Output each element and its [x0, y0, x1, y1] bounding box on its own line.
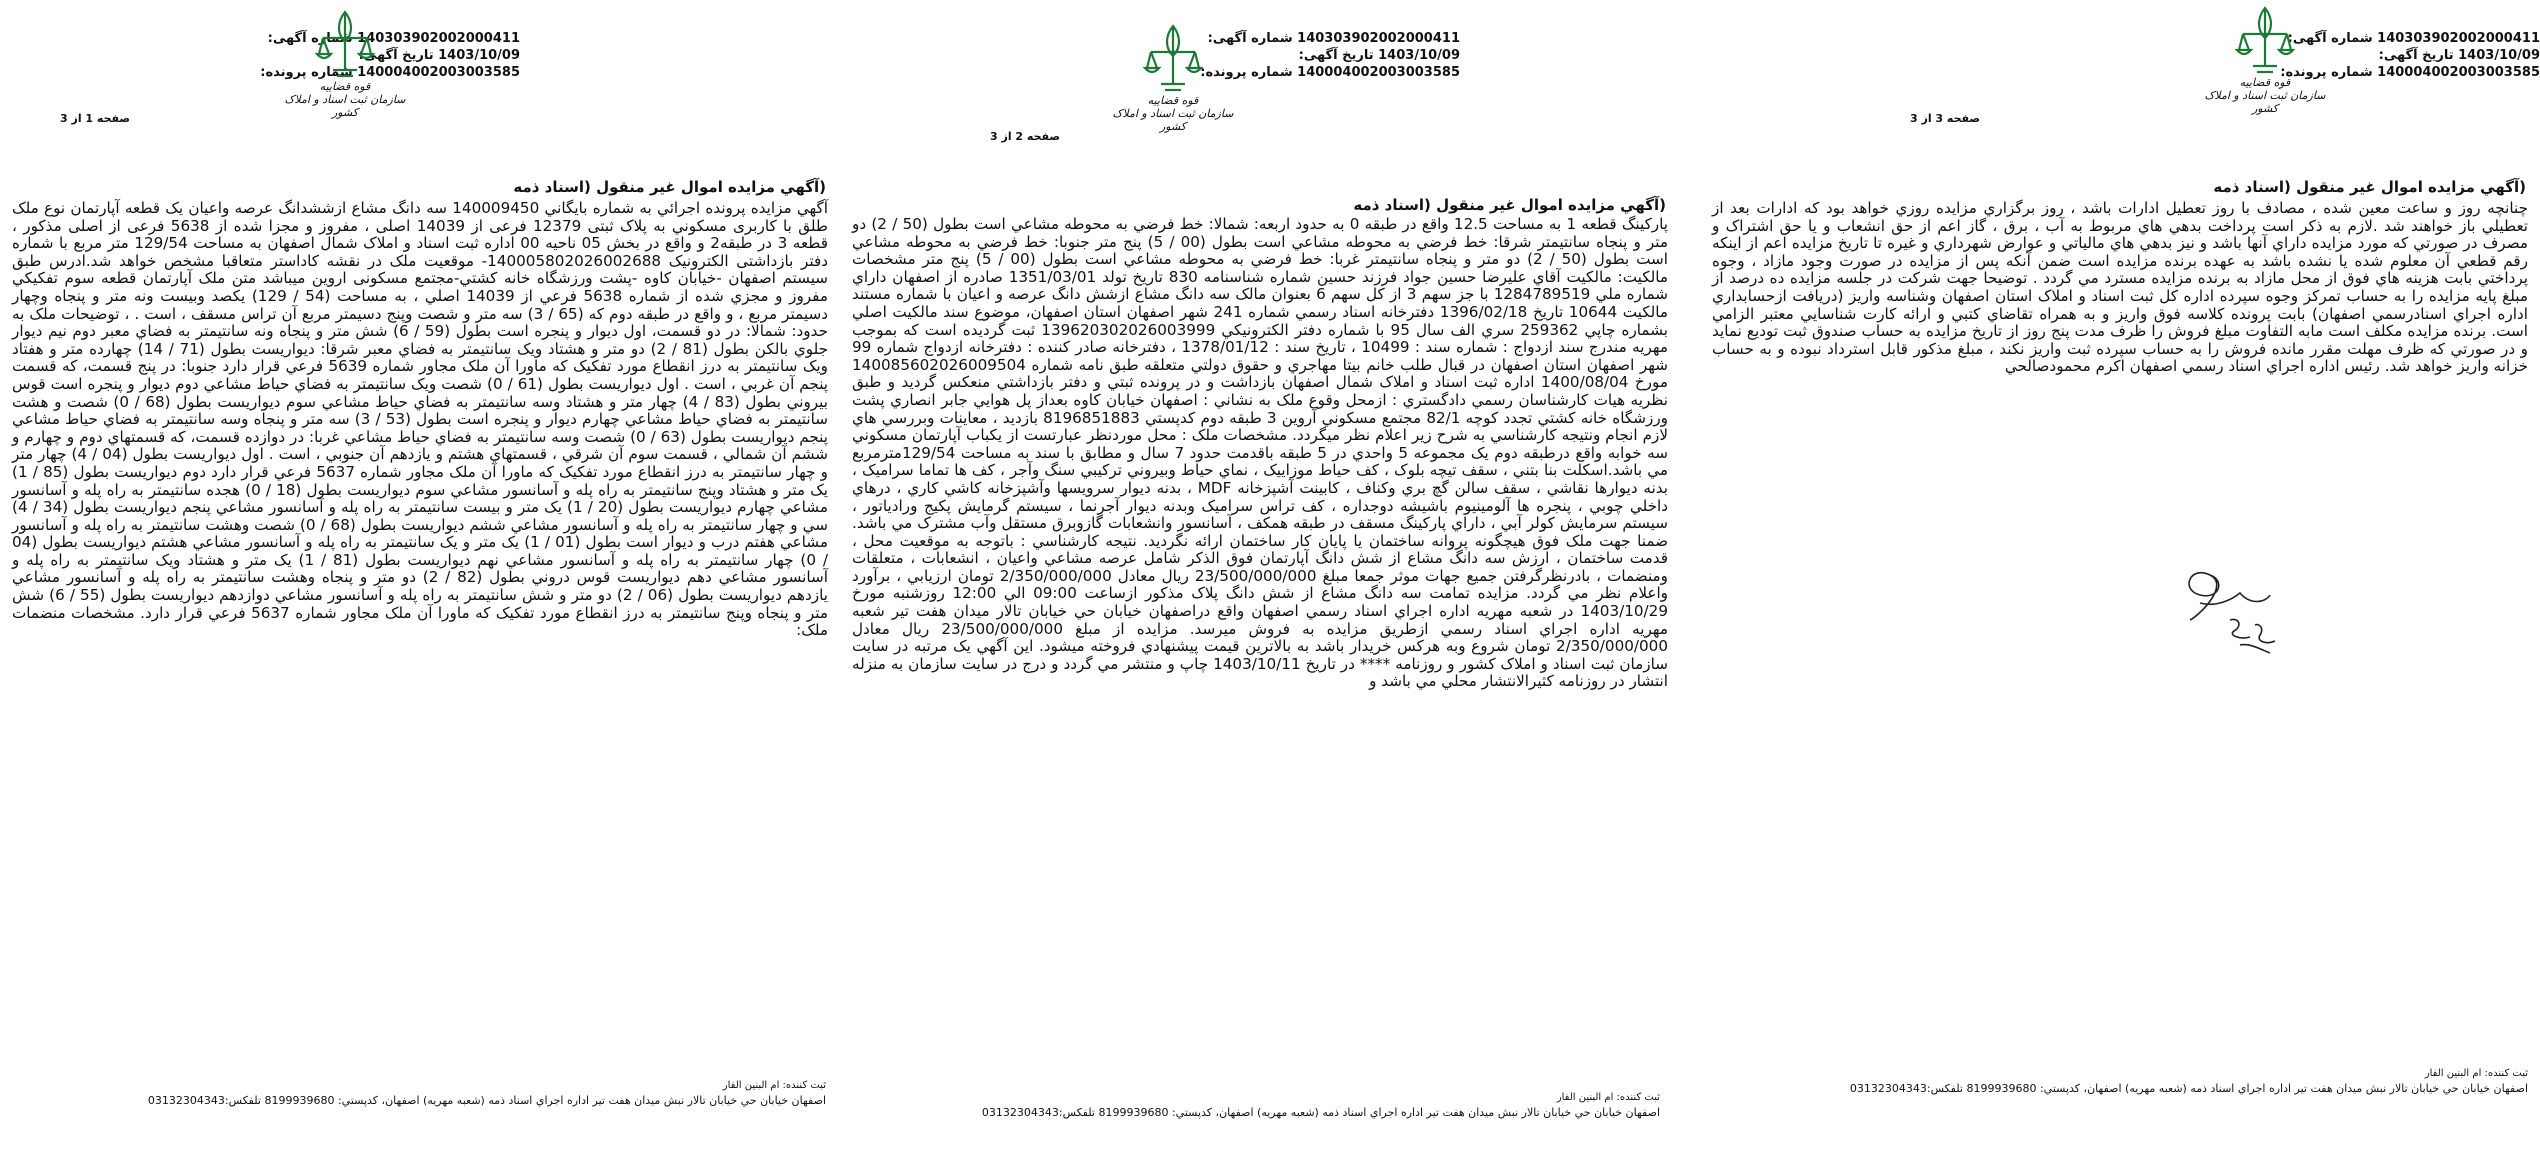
emblem-icon [315, 8, 375, 80]
footer-address: اصفهان خيابان حي خيابان تالار نبش ميدان هفت تير اداره اجراي اسناد ذمه (شعبه مهريه) اصفهان، کدپستي: 8199939680 تلفکس:03132304343 [981, 1106, 1660, 1119]
judiciary-logo [2190, 4, 2340, 124]
notice-date-label: تاریخ آگهی: [358, 48, 434, 63]
notice-body: پارکينگ قطعه 1 به مساحت 12.5 واقع در طبقه 0 به حدود اربعه: شمالا: خط فرضي به محوطه مشاعي است بطول (50 / 2) دو متر و پنجاه سانتيمتر شرقا: خط فرضي به محوطه مشاعي است بطول (00 / 5) پنج متر جنوبا: خط فرضي به محوطه مشاعي است بطول (50 / 2) دو متر و پنجاه سانتيمتر غربا: خط فرضي به محوطه مشاعي است بطول (00 / 5) پنج متر مشخصات مالکيت: مالکيت آقاي عليرضا حسين جواد فرزند حسين شماره شناسنامه 830 تاريخ تولد 1351/03/01 صادره از اصفهان داراي شماره ملي 1284789519 با جز سهم 3 از کل سهم 6 بعنوان مالک سه دانگ مشاع ازشش دانگ عرصه و اعيان با شماره مستند مالکيت 10644 تاريخ 1396/02/18 دفترخانه اسناد رسمي شماره 241 شهر اصفهان استان اصفهان، موضوع سند مالکيت اصلي بشماره چاپي 259362 سري الف سال 95 با شماره دفتر الکترونيکي 139620302026003999 ثبت گرديده است که بموجب مهريه مندرج سند ازدواج : شماره سند : 10499 ، تاريخ سند : 1378/01/12 ، دفترخانه صادر کننده : دفترخانه ازدواج شماره 99 شهر اصفهان استان اصفهان در قبال طلب خانم بيتا مهاجري و حقوق دولتي متعلقه طبق نامه شماره 140085602026009504 مورخ 1400/08/04 اداره ثبت اسناد و املاک شمال اصفهان بازداشت و در پرونده ثبتي و دفتر بازداشتي منعکس گرديد و طبق نظريه هيات کارشناسان رسمي دادگستري : ازمحل وقوع ملک به نشاني : اصفهان خيابان کاوه بعداز پل هوايي جابر انصاري پشت ورزشگاه خانه کشتي تجدد کوچه 82/1 مجتمع مسکوني آروين 3 طبقه دوم کدپستي 8196851883 بازديد ، معاينات وبررسي هاي لازم انجام ونتيجه کارشناسي به شرح زير اعلام نظر ميگردد. مشخصات ملک : محل موردنظر عبارتست از يکباب آپارتمان مسکوني سه خوابه واقع درطبقه دوم يک مجموعه 5 واحدي در 5 طبقه باقدمت حدود 7 سال و مطابق با سند به مساحت 129/54مترمربع مي باشد.اسکلت بنا بتني ، سقف تيچه بلوک ، کف حياط موزاييک ، نماي حياط وبيروني ترکيبي سنگ وآجر ، کف ها تماما سراميک ، بدنه ديوارها نقاشي ، سقف سالن گچ بري وکناف ، کابينت آشپزخانه MDF ، بدنه ديوار سرويسها وآشپزخانه کاشي کاري ، درهاي داخلي چوبي ، پنجره ها آلومينيوم باشيشه دوجداره ، کف تراس سراميک وبدنه ديوار آجرنما ، سيستم گرمايش پکيج ورادياتور ، سيستم سرمايش کولر آبي ، داراي پارکينگ مسقف در طبقه همکف ، آسانسور وانشعابات گازوبرق مستقل وآب مشترک مي باشد. ضمنا جهت ملک فوق هيچگونه پروانه ساختمان يا پايان کار ساختمان ارائه نگرديد. نتيجه کارشناسي : باتوجه به موقعيت محل ، قدمت ساختمان ، ارزش سه دانگ مشاع از شش دانگ آپارتمان فوق الذکر شامل عرصه مشاعي واعيان ، انشعابات ، متعلقات ومنضمات ، بادرنظرگرفتن جميع جهات موثر جمعا مبلغ 23/500/000/000 ريال معادل 2/350/000/000 تومان ارزيابي ، برآورد واعلام نظر مي گردد. مزايده تمامت سه دانگ مشاع از شش دانگ پلاک مذکور ازساعت 09:00 الي 12:00 روزشنبه مورخ 1403/10/29 در شعبه مهريه اداره اجراي اسناد رسمي اصفهان واقع دراصفهان خيابان حي خيابان تالار ميدان هفت تير شعبه مهريه اداره اجراي اسناد رسمي ازطريق مزايده به فروش ميرسد. مزايده از مبلغ 23/500/000/000 ريال معادل 2/350/000/000 تومان شروع وبه هرکس خريدار باشد به بالاترين قيمت پيشنهادي فروخته ميشود. اين آگهي يک مرتبه در سايت سازمان ثبت اسناد و املاک کشور و روزنامه **** در تاريخ 1403/10/11 چاپ و منتشر مي گردد و درج در سايت سازمان به منزله انتشار در روزنامه کثيرالانتشار محلي مي باشد و [852, 215, 1669, 691]
footer-address: اصفهان خيابان حي خيابان تالار نبش ميدان هفت تير اداره اجراي اسناد ذمه (شعبه مهريه) اصفهان، کدپستي: 8199939680 تلفکس:03132304343 [147, 1094, 826, 1107]
footer [1850, 1066, 2528, 1096]
logo-line-1: قوه قضاییه [319, 80, 371, 93]
notice-date: 1403/10/09 [438, 48, 520, 63]
sender-name: ام البنين الفار [1556, 1092, 1614, 1103]
notice-number: 140303902002000411 [1297, 31, 1460, 46]
page-number: صفحه 3 از 3 [1910, 112, 1981, 125]
logo-line-1: قوه قضاییه [1147, 94, 1199, 107]
sender-label: ثبت کننده: [1616, 1092, 1660, 1103]
page-number: صفحه 1 از 3 [60, 112, 131, 125]
signature [2170, 545, 2300, 665]
judiciary-logo [1098, 22, 1248, 142]
notice-number-label: شماره آگهی: [2287, 31, 2373, 46]
footer [982, 1090, 1660, 1120]
emblem-icon [1143, 22, 1203, 94]
document-page-2 [840, 0, 1680, 1153]
logo-line-2: سازمان ثبت اسناد و املاک کشور [2204, 89, 2326, 115]
notice-date-label: تاریخ آگهی: [2378, 48, 2454, 63]
logo-line-1: قوه قضاییه [2239, 76, 2291, 89]
footer-address: اصفهان خيابان حي خيابان تالار نبش ميدان هفت تير اداره اجراي اسناد ذمه (شعبه مهريه) اصفهان، کدپستي: 8199939680 تلفکس:03132304343 [1849, 1082, 2528, 1095]
footer [148, 1078, 826, 1108]
sender-name: ام البنين الفار [2424, 1068, 2482, 1079]
document-page-1 [0, 0, 840, 1153]
notice-number: 140303902002000411 [357, 31, 520, 46]
notice-number-label: شماره آگهی: [267, 31, 353, 46]
notice-number: 140303902002000411 [2377, 31, 2540, 46]
page-number: صفحه 2 از 3 [990, 130, 1061, 143]
sender-label: ثبت کننده: [782, 1080, 826, 1091]
notice-date: 1403/10/09 [2458, 48, 2540, 63]
notice-title: (آگهي مزايده اموال غير منقول (اسناد ذمه [513, 178, 826, 196]
notice-date-label: تاریخ آگهی: [1298, 48, 1374, 63]
notice-body: آگهي مزايده پرونده اجرائي به شماره بايگاني 140009450 سه دانگ مشاع ازششدانگ عرصه واعيان يک قطعه آپارتمان نوع ملک طلق با کاربری مسکوني به پلاک ثبتی 12379 فرعی از 14039 اصلی ، مفروز و مجزا شده از 5638 فرعی از اصلی مذکور ، قطعه 3 در طبقه2 و واقع در بخش 05 ناحیه 00 اداره ثبت اسناد و املاک شمال اصفهان به مساحت 129/54 متر مربع با شماره دفتر بازداشتی الکترونیک 140005802026002688- موقعیت ملک در نقشه کاداستر متعاقبا مشخص خواهد شد.ادرس طبق سیستم اصفهان -خیابان کاوه -پشت ورزشگاه خانه کشتي-مجتمع مسکونی اروین میباشد متن ملک آپارتمان قطعه سوم تفکیکي مفروز و مجزي شده از شماره 5638 فرعي از 14039 اصلي ، به مساحت (54 / 129) يکصد وبيست ونه متر و پنجاه وچهار دسيمتر مربع ، و واقع در طبقه دوم که (65 / 3) سه متر و شصت وپنج دسيمتر مربع آن تراس مسقف ، است . ، توضيحات ملک به حدود: شمالا: در دو قسمت، اول ديوار و پنجره است بطول (59 / 6) شش متر و پنجاه ونه سانتيمتر به فضاي معبر دوم نيم ديوار جلوي بالکن بطول (81 / 2) دو متر و هشتاد ويک سانتيمتر به فضاي معبر شرقا: ديواريست بطول (71 / 14) چهارده متر و هفتاد ويک سانتيمتر به درز انقطاع مورد تفکيک که ماورا آن ملک مجاور شماره 5639 فرعي قرار دارد جنوبا: در پنج قسمت، که قسمت پنجم آن غربي ، است . اول ديواريست بطول (61 / 0) شصت ويک سانتيمتر به فضاي حياط مشاعي دوم ديوار و پنجره است قوس بيروني بطول (83 / 4) چهار متر و هشتاد وسه سانتيمتر به فضاي حياط مشاعي سوم ديواريست بطول (68 / 0) شصت و هشت سانتيمتر به فضاي حياط مشاعي چهارم ديوار و پنجره است بطول (53 / 3) سه متر و پنجاه وسه سانتيمتر به فضاي حياط مشاعي پنجم ديواريست بطول (63 / 0) شصت وسه سانتيمتر به فضاي حياط مشاعي غربا: در دوازده قسمت، که قسمتهاي دوم و چهارم و ششم آن شمالي ، قسمت سوم آن شرقي ، قسمتهاي هشتم و يازدهم آن جنوبي ، است . اول ديواريست بطول (04 / 4) چهار متر و چهار سانتيمتر به درز انقطاع مورد تفکيک که ماورا آن ملک مجاور شماره 5637 فرعي قرار دارد دوم ديواريست بطول (85 / 1) يک متر و هشتاد وپنج سانتيمتر به راه پله و آسانسور مشاعي سوم ديواريست بطول (18 / 0) هجده سانتيمتر به راه پله و آسانسور مشاعي چهارم ديواريست بطول (20 / 1) يک متر و بيست سانتيمتر به راه پله و آسانسور مشاعي پنجم ديواريست بطول (34 / 4) سي و چهار سانتيمتر به راه پله و آسانسور مشاعي ششم ديواريست بطول (68 / 0) شصت وهشت سانتيمتر به راه پله و آسانسور مشاعي هفتم درب و ديوار است بطول (01 / 1) يک متر و يک سانتيمتر به راه پله و آسانسور مشاعي هشتم ديواريست بطول (04 / 0) چهار سانتيمتر به راه پله و آسانسور مشاعي نهم ديواريست بطول (81 / 1) يک متر و هشتاد ويک سانتيمتر به راه پله و آسانسور مشاعي دهم ديواريست قوس دروني بطول (82 / 2) دو متر و پنجاه وهشت سانتيمتر به راه پله و آسانسور مشاعي يازدهم ديواريست بطول (06 / 2) دو متر و شش سانتيمتر به راه پله و آسانسور مشاعي دوازدهم ديواريست بطول (55 / 6) شش متر و پنجاه وپنج سانتيمتر به درز انقطاع مورد تفکيک که ماورا آن ملک مجاور شماره 5637 فرعي قرار دارد. مشخصات منضمات ملک: [12, 199, 829, 640]
file-number-label: شماره پرونده: [2280, 65, 2373, 80]
file-number: 140004002003003585 [1297, 65, 1460, 80]
emblem-icon [2235, 4, 2295, 76]
file-number-label: شماره پرونده: [260, 65, 353, 80]
notice-number-label: شماره آگهی: [1207, 31, 1293, 46]
file-number-label: شماره پرونده: [1200, 65, 1293, 80]
notice-body: چنانچه روز و ساعت معين شده ، مصادف با روز تعطيل ادارات باشد ، روز برگزاري مزايده روزي خواهد بود که ادارات بعد از تعطيلي باز خواهند شد .لازم به ذکر است پرداخت بدهي هاي مربوط به آب ، برق ، گاز اعم از حق انشعاب و يا حق اشتراک و مصرف در صورتي که مورد مزايده داراي آنها باشد و نيز بدهي هاي مالياتي و عوارض شهرداري و غيره تا تاريخ مزايده اعم از اينکه رقم قطعي آن معلوم شده يا نشده باشد به عهده برنده مزايده است ضمن آنکه پس از مزايده در صورت وجود مازاد ، وجوه پرداختي بابت هزينه هاي فوق از محل مازاد به برنده مزايده مسترد مي گردد . توضيحا جهت شرکت در جلسه مزايده ده درصد از مبلغ پايه مزايده را به حساب تمرکز وجوه سپرده اداره کل ثبت اسناد و املاک استان اصفهان وشناسه واريز (دريافت ازحسابداري اداره اجراي اسنادرسمي اصفهان) بابت پرونده کلاسه فوق واريز و به همراه تقاضاي کتبي و ارائه کارت شناسايي معتبر الزامي است. برنده مزايده مکلف است مابه التفاوت مبلغ فروش را ظرف مدت پنج روز از تاريخ مزايده به حساب صندوق ثبت توديع نمايد و در صورتي که ظرف مهلت مقرر مانده فروش را به حساب سپرده ثبت واريز نکند ، مبلغ مذکور قابل استرداد نبوده و به حساب خزانه واريز خواهد شد. رئيس اداره اجراي اسناد رسمي اصفهان اکرم محمودصالحي [1712, 199, 2528, 376]
sender-label: ثبت کننده: [2484, 1068, 2528, 1079]
file-number: 140004002003003585 [357, 65, 520, 80]
sender-name: ام البنين الفار [722, 1080, 780, 1091]
logo-line-2: سازمان ثبت اسناد و املاک کشور [284, 93, 406, 119]
notice-date: 1403/10/09 [1378, 48, 1460, 63]
judiciary-logo [267, 8, 420, 128]
logo-line-2: سازمان ثبت اسناد و املاک کشور [1112, 107, 1234, 133]
notice-title: (آگهي مزايده اموال غير منقول (اسناد ذمه [1353, 196, 1666, 214]
file-number: 140004002003003585 [2377, 65, 2540, 80]
notice-title: (آگهي مزايده اموال غير منقول (اسناد ذمه [2213, 178, 2526, 196]
document-page-3 [1700, 0, 2540, 1153]
